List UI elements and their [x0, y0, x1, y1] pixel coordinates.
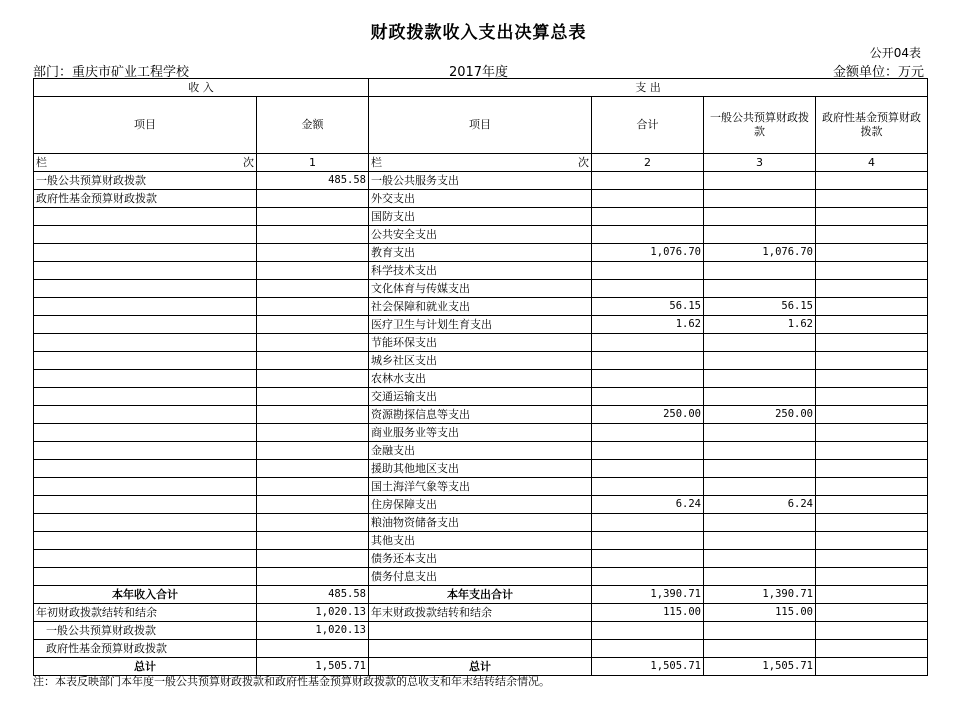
year-expense-label: 本年支出合计	[369, 586, 592, 604]
income-amount-cell	[257, 406, 369, 424]
carryover-row	[34, 604, 928, 622]
expense-item-cell: 节能环保支出	[369, 334, 592, 352]
expense-total-cell	[592, 334, 704, 352]
expense-fund-cell	[816, 460, 928, 478]
expense-fund-cell	[816, 514, 928, 532]
col-number-2: 2	[592, 154, 704, 172]
expense-total-cell	[592, 460, 704, 478]
grand-total-label: 总计	[34, 658, 257, 676]
expense-item-cell: 住房保障支出	[369, 496, 592, 514]
expense-item-cell: 一般公共服务支出	[369, 172, 592, 190]
expense-fund-cell	[816, 532, 928, 550]
income-amount-cell	[257, 316, 369, 334]
expense-item-cell: 农林水支出	[369, 370, 592, 388]
empty-cell	[816, 640, 928, 658]
expense-total-cell	[592, 280, 704, 298]
income-item-cell	[34, 478, 257, 496]
expense-fund-cell	[816, 190, 928, 208]
income-item-cell: 一般公共预算财政拨款	[34, 172, 257, 190]
empty-cell	[592, 622, 704, 640]
table-row	[34, 262, 928, 280]
table-row	[34, 460, 928, 478]
income-item-header: 项目	[34, 97, 257, 154]
expense-general-cell	[704, 478, 816, 496]
income-header: 收 入	[34, 79, 369, 97]
expense-item-cell: 资源勘探信息等支出	[369, 406, 592, 424]
lanci-row	[34, 154, 928, 172]
expense-general-cell	[704, 262, 816, 280]
header-row-1	[34, 79, 928, 97]
expense-total-cell: 1.62	[592, 316, 704, 334]
expense-item-cell: 其他支出	[369, 532, 592, 550]
income-item-cell	[34, 406, 257, 424]
expense-general-cell: 6.24	[704, 496, 816, 514]
expense-item-cell: 城乡社区支出	[369, 352, 592, 370]
meta-row	[33, 61, 924, 80]
grand-total-general: 1,505.71	[704, 658, 816, 676]
ci-label: 次	[243, 156, 254, 169]
begin-balance-value: 1,020.13	[257, 604, 369, 622]
income-item-cell	[34, 316, 257, 334]
expense-fund-cell	[816, 442, 928, 460]
expense-total-cell	[592, 262, 704, 280]
income-amount-cell	[257, 442, 369, 460]
expense-general-cell	[704, 280, 816, 298]
begin-fund-row	[34, 640, 928, 658]
col-number-1: 1	[257, 154, 369, 172]
income-amount-cell	[257, 478, 369, 496]
ci-label: 次	[578, 156, 589, 169]
expense-general-cell	[704, 208, 816, 226]
expense-fund-cell	[816, 406, 928, 424]
income-amount-cell	[257, 424, 369, 442]
col-number-4: 4	[816, 154, 928, 172]
expense-fund-cell	[816, 172, 928, 190]
grand-total-label-2: 总计	[369, 658, 592, 676]
expense-general-cell	[704, 172, 816, 190]
year-expense-general: 1,390.71	[704, 586, 816, 604]
table-row	[34, 388, 928, 406]
expense-fund-cell	[816, 388, 928, 406]
expense-item-cell: 国防支出	[369, 208, 592, 226]
empty-cell	[592, 640, 704, 658]
income-item-cell	[34, 298, 257, 316]
lan-label: 栏	[371, 156, 382, 169]
expense-total-cell	[592, 532, 704, 550]
expense-item-cell: 医疗卫生与计划生育支出	[369, 316, 592, 334]
income-amount-cell	[257, 208, 369, 226]
expense-fund-cell	[816, 262, 928, 280]
income-amount-cell	[257, 352, 369, 370]
table-row	[34, 478, 928, 496]
footnote: 注：本表反映部门本年度一般公共预算财政拨款和政府性基金预算财政拨款的总收支和年末结转结余情况。	[33, 675, 550, 688]
general-budget-header: 一般公共预算财政拨款	[704, 97, 816, 154]
income-item-cell	[34, 532, 257, 550]
expense-total-cell	[592, 226, 704, 244]
expense-total-cell: 6.24	[592, 496, 704, 514]
expense-item-cell: 公共安全支出	[369, 226, 592, 244]
expense-fund-cell	[816, 280, 928, 298]
expense-general-cell	[704, 514, 816, 532]
income-amount-cell	[257, 460, 369, 478]
expense-total-cell: 1,076.70	[592, 244, 704, 262]
expense-total-cell	[592, 550, 704, 568]
department-label: 部门：重庆市矿业工程学校	[33, 65, 190, 80]
year-label: 2017年度	[448, 65, 509, 80]
income-amount-cell	[257, 190, 369, 208]
table-row	[34, 550, 928, 568]
income-item-cell	[34, 388, 257, 406]
expense-fund-cell	[816, 244, 928, 262]
expense-item-cell: 教育支出	[369, 244, 592, 262]
empty-cell	[704, 640, 816, 658]
income-item-cell	[34, 208, 257, 226]
income-amount-cell	[257, 532, 369, 550]
col-number-3: 3	[704, 154, 816, 172]
income-item-cell	[34, 244, 257, 262]
expense-fund-cell	[816, 352, 928, 370]
income-item-cell	[34, 352, 257, 370]
expense-item-cell: 文化体育与传媒支出	[369, 280, 592, 298]
expense-total-cell	[592, 568, 704, 586]
begin-general-row	[34, 622, 928, 640]
income-item-cell	[34, 568, 257, 586]
begin-balance-label: 年初财政拨款结转和结余	[34, 604, 257, 622]
income-amount-cell	[257, 550, 369, 568]
grand-total-fund	[816, 658, 928, 676]
table-row	[34, 370, 928, 388]
income-item-cell	[34, 514, 257, 532]
expense-header: 支 出	[369, 79, 928, 97]
expense-general-cell	[704, 352, 816, 370]
expense-item-cell: 援助其他地区支出	[369, 460, 592, 478]
expense-item-cell: 外交支出	[369, 190, 592, 208]
end-balance-label: 年末财政拨款结转和结余	[369, 604, 592, 622]
end-balance-fund	[816, 604, 928, 622]
lanci-cell-2	[369, 154, 592, 172]
income-item-cell	[34, 370, 257, 388]
year-income-label: 本年收入合计	[34, 586, 257, 604]
expense-total-cell	[592, 424, 704, 442]
table-row	[34, 280, 928, 298]
expense-total-cell: 250.00	[592, 406, 704, 424]
income-item-cell	[34, 424, 257, 442]
table-row	[34, 298, 928, 316]
expense-item-cell: 科学技术支出	[369, 262, 592, 280]
table-row	[34, 406, 928, 424]
table-row	[34, 424, 928, 442]
expense-general-cell: 1.62	[704, 316, 816, 334]
unit-label: 金额单位：万元	[832, 65, 924, 80]
table-row	[34, 496, 928, 514]
table-row	[34, 532, 928, 550]
expense-general-cell	[704, 532, 816, 550]
expense-total-cell	[592, 478, 704, 496]
expense-item-cell: 债务还本支出	[369, 550, 592, 568]
income-amount-cell	[257, 262, 369, 280]
header-row-2	[34, 97, 928, 154]
end-balance-general: 115.00	[704, 604, 816, 622]
expense-total-cell	[592, 388, 704, 406]
income-amount-cell: 485.58	[257, 172, 369, 190]
expense-item-header: 项目	[369, 97, 592, 154]
expense-fund-cell	[816, 550, 928, 568]
table-row	[34, 514, 928, 532]
table-row	[34, 172, 928, 190]
expense-fund-cell	[816, 478, 928, 496]
expense-item-cell: 社会保障和就业支出	[369, 298, 592, 316]
expense-item-cell: 国土海洋气象等支出	[369, 478, 592, 496]
empty-cell	[257, 640, 369, 658]
page-title: 财政拨款收入支出决算总表	[370, 23, 587, 43]
expense-item-cell: 金融支出	[369, 442, 592, 460]
expense-item-cell: 粮油物资储备支出	[369, 514, 592, 532]
year-total-row	[34, 586, 928, 604]
end-balance-total: 115.00	[592, 604, 704, 622]
expense-total-cell	[592, 514, 704, 532]
expense-item-cell: 商业服务业等支出	[369, 424, 592, 442]
expense-total-cell: 56.15	[592, 298, 704, 316]
expense-general-cell	[704, 370, 816, 388]
expense-fund-cell	[816, 568, 928, 586]
table-row	[34, 226, 928, 244]
expense-fund-cell	[816, 208, 928, 226]
expense-general-cell	[704, 442, 816, 460]
table-row	[34, 208, 928, 226]
expense-item-cell: 交通运输支出	[369, 388, 592, 406]
empty-cell	[704, 622, 816, 640]
empty-cell	[816, 622, 928, 640]
income-item-cell	[34, 496, 257, 514]
income-amount-cell	[257, 334, 369, 352]
expense-total-cell	[592, 172, 704, 190]
income-item-cell	[34, 280, 257, 298]
expense-total-cell	[592, 442, 704, 460]
expense-general-cell	[704, 550, 816, 568]
expense-total-cell	[592, 370, 704, 388]
table-row	[34, 334, 928, 352]
table-row	[34, 352, 928, 370]
income-item-cell	[34, 334, 257, 352]
form-number: 公开04表	[869, 46, 921, 60]
expense-general-cell	[704, 568, 816, 586]
expense-general-cell	[704, 190, 816, 208]
begin-general-value: 1,020.13	[257, 622, 369, 640]
expense-general-cell	[704, 226, 816, 244]
income-amount-cell	[257, 388, 369, 406]
lan-label: 栏	[36, 156, 47, 169]
lanci-cell-1	[34, 154, 257, 172]
income-amount-cell	[257, 370, 369, 388]
expense-general-cell: 250.00	[704, 406, 816, 424]
gov-fund-header: 政府性基金预算财政拨款	[816, 97, 928, 154]
income-amount-cell	[257, 226, 369, 244]
grand-total-income: 1,505.71	[257, 658, 369, 676]
expense-general-cell: 1,076.70	[704, 244, 816, 262]
expense-general-cell	[704, 460, 816, 478]
income-amount-cell	[257, 244, 369, 262]
begin-general-label: 一般公共预算财政拨款	[34, 622, 257, 640]
empty-cell	[369, 640, 592, 658]
expense-general-cell	[704, 334, 816, 352]
expense-total-cell	[592, 208, 704, 226]
expense-fund-cell	[816, 316, 928, 334]
empty-cell	[369, 622, 592, 640]
income-item-cell	[34, 226, 257, 244]
table-row	[34, 244, 928, 262]
income-item-cell	[34, 460, 257, 478]
budget-table	[33, 78, 928, 676]
expense-total-cell	[592, 190, 704, 208]
income-item-cell	[34, 550, 257, 568]
expense-fund-cell	[816, 298, 928, 316]
expense-fund-cell	[816, 424, 928, 442]
expense-general-cell: 56.15	[704, 298, 816, 316]
income-item-cell	[34, 262, 257, 280]
income-amount-cell	[257, 514, 369, 532]
expense-general-cell	[704, 424, 816, 442]
table-row	[34, 442, 928, 460]
expense-total-cell	[592, 352, 704, 370]
income-amount-cell	[257, 298, 369, 316]
begin-fund-label: 政府性基金预算财政拨款	[34, 640, 257, 658]
expense-item-cell: 债务付息支出	[369, 568, 592, 586]
table-row	[34, 316, 928, 334]
table-row	[34, 568, 928, 586]
income-item-cell: 政府性基金预算财政拨款	[34, 190, 257, 208]
table-row	[34, 190, 928, 208]
income-item-cell	[34, 442, 257, 460]
year-expense-fund	[816, 586, 928, 604]
income-amount-cell	[257, 568, 369, 586]
expense-fund-cell	[816, 226, 928, 244]
expense-fund-cell	[816, 334, 928, 352]
income-amount-cell	[257, 496, 369, 514]
income-amount-cell	[257, 280, 369, 298]
income-amount-header: 金额	[257, 97, 369, 154]
expense-total-header: 合计	[592, 97, 704, 154]
year-income-value: 485.58	[257, 586, 369, 604]
expense-fund-cell	[816, 370, 928, 388]
expense-general-cell	[704, 388, 816, 406]
expense-fund-cell	[816, 496, 928, 514]
year-expense-total: 1,390.71	[592, 586, 704, 604]
grand-total-expense: 1,505.71	[592, 658, 704, 676]
